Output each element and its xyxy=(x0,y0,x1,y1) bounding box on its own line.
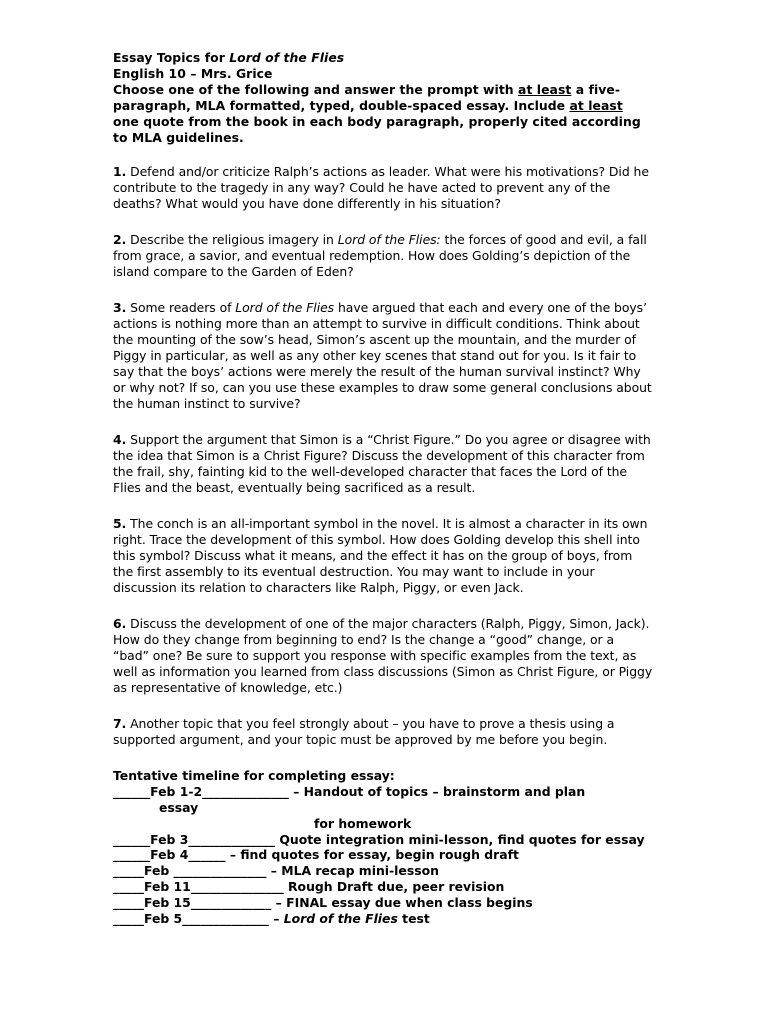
timeline-row: _____Feb _______________ – MLA recap mini-lesson xyxy=(113,863,439,879)
topic-number: 3. xyxy=(113,300,127,316)
timeline-row-continuation: for homework xyxy=(314,815,412,831)
topic-1 xyxy=(113,164,653,212)
topic-number: 2. xyxy=(113,232,127,248)
class-line: English 10 – Mrs. Grice xyxy=(113,66,273,81)
topic-text-b: the forces of good and evil, a fall from grace, a savior, and eventual redemption. How does Golding’s depiction of the island compare to the Garden of Eden? xyxy=(113,232,647,280)
topic-number: 6. xyxy=(113,616,127,632)
book-title: Lord of the Flies: xyxy=(337,232,441,248)
topic-text: Defend and/or criticize Ralph’s actions as leader. What were his motivations? Did he contribute to the tragedy in any way? Could he have acted to prevent any of the deaths? What would you have done differently in his situation? xyxy=(113,164,649,211)
topic-7 xyxy=(113,716,653,748)
instructions-part-2: a five-paragraph, MLA formatted, typed, double-spaced essay. Include xyxy=(113,82,621,113)
timeline-row-suffix: test xyxy=(397,910,430,926)
topic-text: The conch is an all-important symbol in the novel. It is almost a character in its own right. Trace the development of this symbol. How does Golding develop this shell into this symbol? Discuss what it means, and the effect it has on the group of boys, from the first assembly to its eventual destruction. You may want to include in your discussion its relation to characters like Ralph, Piggy, or even Jack. xyxy=(113,516,648,596)
topic-number: 5. xyxy=(113,516,127,532)
topic-2 xyxy=(113,232,653,280)
topic-number: 1. xyxy=(113,164,127,179)
topic-text: Support the argument that Simon is a “Christ Figure.” Do you agree or disagree with the idea that Simon is a Christ Figure? Discuss the development of this character from the frail, shy, fainting kid to the well-developed character that faces the Lord of the Flies and the beast, eventually being sacrificed as a result. xyxy=(113,432,651,495)
timeline-row: ______Feb 3______________ Quote integration mini-lesson, find quotes for essay xyxy=(113,831,645,847)
instructions xyxy=(113,82,653,146)
topic-4 xyxy=(113,432,653,496)
at-least-emphasis-1: at least xyxy=(518,82,572,97)
timeline-row xyxy=(113,911,653,927)
topic-number: 7. xyxy=(113,716,127,732)
page-title xyxy=(113,50,653,66)
topic-text-a: Some readers of xyxy=(126,300,236,316)
instructions-part-1: Choose one of the following and answer the prompt with xyxy=(113,82,519,97)
timeline-title: Tentative timeline for completing essay: xyxy=(113,768,395,784)
timeline-row-prefix: _____Feb 5______________ – xyxy=(113,910,284,926)
timeline-row: _____Feb 15_____________ – FINAL essay due when class begins xyxy=(113,894,533,910)
handout-header xyxy=(113,50,653,146)
topic-5 xyxy=(113,516,653,596)
at-least-emphasis-2: at least xyxy=(569,98,623,113)
timeline-row: _____Feb 11_______________ Rough Draft due, peer revision xyxy=(113,879,505,895)
instructions-part-3: one quote from the book in each body paragraph, properly cited according to MLA guidelines. xyxy=(113,114,641,145)
title-book: Lord of the Flies xyxy=(229,50,345,65)
topic-text-b: have argued that each and every one of the boys’ actions is nothing more than an attempt to survive in difficult conditions. Think about the mounting of the sow’s head, Simon’s ascent up the mountain, and the murder of Piggy in particular, as well as any other key scenes that stand out for you. Is it fair to say that the boys’ actions were merely the result of the human survival instinct? Why or why not? If so, can you use these examples to draw some general conclusions about the human instinct to survive? xyxy=(113,300,652,411)
book-title: Lord of the Flies xyxy=(235,300,335,316)
topic-text: Another topic that you feel strongly about – you have to prove a thesis using a supported argument, and your topic must be approved by me before you begin. xyxy=(113,716,615,748)
topic-number: 4. xyxy=(113,432,127,448)
essay-handout xyxy=(113,50,653,926)
timeline-row: ______Feb 1-2______________ – Handout of topics – brainstorm and plan xyxy=(113,784,586,800)
book-title: Lord of the Flies xyxy=(283,910,398,926)
title-prefix: Essay Topics for xyxy=(113,50,230,65)
topic-3 xyxy=(113,300,653,411)
timeline xyxy=(113,784,653,926)
topic-6 xyxy=(113,616,653,696)
timeline-row-continuation: essay xyxy=(159,800,199,816)
topic-text-a: Describe the religious imagery in xyxy=(126,232,338,248)
topic-text: Discuss the development of one of the major characters (Ralph, Piggy, Simon, Jack). How do they change from beginning to end? Is the change a “good” change, or a “bad” one? Be sure to support you response with specific examples from the text, as well as information you learned from class discussions (Simon as Christ Figure, or Piggy as representative of knowledge, etc.) xyxy=(113,616,653,696)
timeline-row: ______Feb 4______ – find quotes for essay, begin rough draft xyxy=(113,847,519,863)
